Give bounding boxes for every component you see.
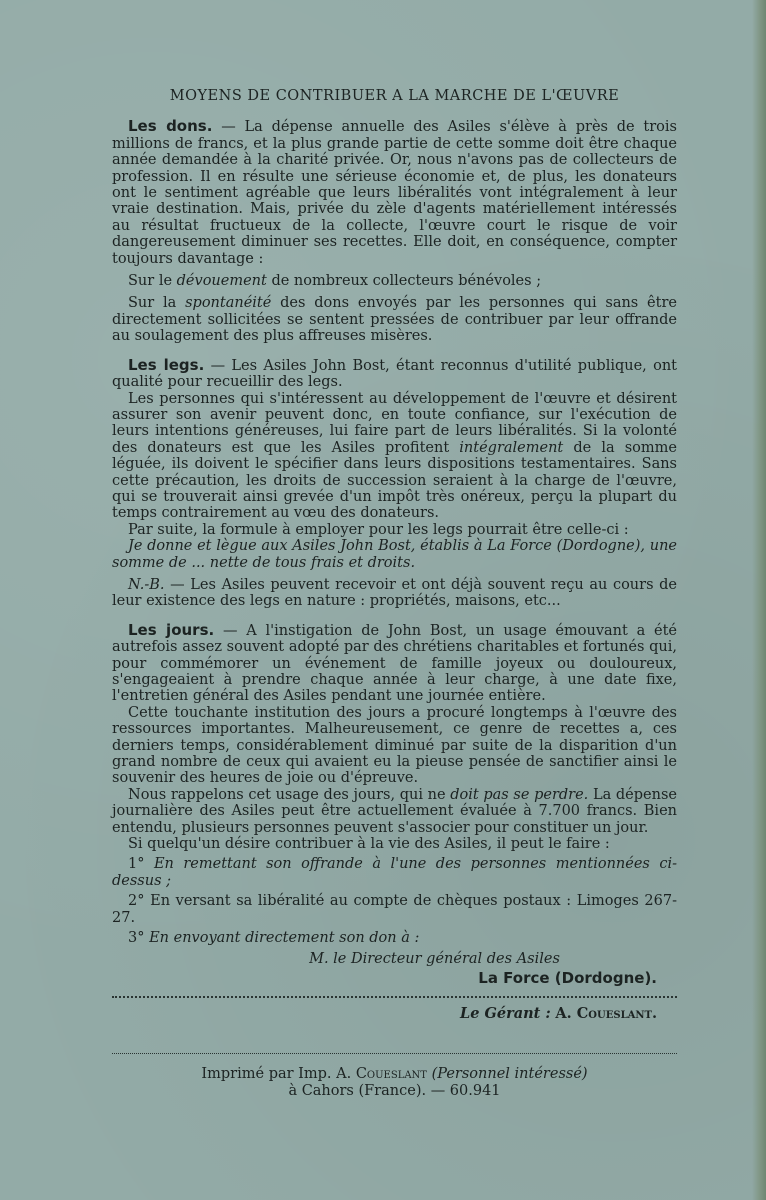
list-item xyxy=(112,856,677,889)
dons-paragraph xyxy=(112,118,677,267)
page-title: MOYENS DE CONTRIBUER A LA MARCHE DE L'ŒUVRE xyxy=(169,88,620,104)
jours-text: — A l'instigation de John Bost, un usage émouvant a été autrefois assez souvent adopté par des chrétiens charitables et fortunés qui, pour commémorer un événement de famille joyeux ou douloureux, s'engageaient à prendre chaque année à leur charge, à une date fixe, l'entretien général des Asiles pendant une journée entière. xyxy=(112,622,678,705)
dons-spontaneite xyxy=(112,295,677,344)
legs-paragraph xyxy=(112,357,677,391)
section-jours xyxy=(112,622,677,987)
jours-heading: Les jours. xyxy=(128,620,215,639)
dons-text: — La dépense annuelle des Asiles s'élève à près de trois millions de francs, et la plus grande partie de cette somme doit être chaque année demandée à la charité privée. Or, nous n'avons pas de collecteurs de profession. Il en résulte une sérieuse économie et, de plus, les donateurs ont le sentiment agréable que leurs libéralités vont intégralement à leur vraie destination. Mais, privée du zèle d'agents matériellement intéressés au résultat fructueux de la collecte, l'œuvre court le risque de voir dangereusement diminuer ses recettes. Elle doit, en conséquence, compter toujours davantage : xyxy=(112,119,677,267)
jours-rappel-a: Nous rappelons cet usage des jours, qui ne xyxy=(128,786,451,803)
list-item xyxy=(112,930,677,946)
list-item-number: 3° xyxy=(128,930,145,947)
legs-personnes-em: intégralement xyxy=(459,439,564,456)
list-item xyxy=(112,893,677,926)
legs-heading: Les legs. xyxy=(128,355,205,374)
gerant-line xyxy=(112,1006,677,1022)
list-item-text: En envoyant directement son don à : xyxy=(149,930,420,947)
legs-personnes-a: Les personnes qui s'intéressent au développement de l'œuvre et désirent assurer son avenir peuvent donc, en toute confiance, sur l'exécution de leurs intentions généreuses, lui faire part de leurs libéralités. Si la volonté des donateurs est que les Asiles profitent xyxy=(112,390,677,456)
legs-personnes xyxy=(112,391,677,522)
jours-paragraph xyxy=(112,622,677,705)
gerant-name: A. Coueslant. xyxy=(555,1005,657,1023)
imprint-line-1 xyxy=(112,1066,677,1083)
legs-personnes-b: de la somme léguée, ils doivent le spécifier dans leurs dispositions testamentaires. Sans cette précaution, les droits de succession seraient à la charge de l'œuvre, qui se trouverait ainsi grevée d'un impôt très onéreux, perçu la plupart du temps contrairement au vœu des donateurs. xyxy=(112,439,677,522)
imprint-note: (Personnel intéressé) xyxy=(431,1065,588,1082)
jours-rappel xyxy=(112,787,677,836)
legs-formule-intro: Par suite, la formule à employer pour les legs pourrait être celle-ci : xyxy=(128,521,629,538)
dons-devouement-em: dévouement xyxy=(176,273,267,290)
dons-devouement-b: de nombreux collecteurs bénévoles ; xyxy=(266,273,542,290)
imprint xyxy=(112,1066,677,1100)
legs-nb-text: — Les Asiles peuvent recevoir et ont déjà souvent reçu au cours de leur existence des legs en nature : propriétés, maisons, etc... xyxy=(112,576,677,610)
dons-heading: Les dons. xyxy=(128,117,213,136)
address-place: La Force (Dordogne). xyxy=(478,968,657,987)
document-body xyxy=(112,88,677,1100)
legs-text: — Les Asiles John Bost, étant reconnus d'utilité publique, ont qualité pour recueillir des legs. xyxy=(112,357,677,391)
section-dons xyxy=(112,118,677,344)
section-legs xyxy=(112,357,677,610)
legs-nb xyxy=(112,577,677,610)
divider xyxy=(112,1053,677,1054)
list-item-number: 2° xyxy=(128,893,145,910)
contribution-list xyxy=(112,856,677,946)
list-item-text: En versant sa libéralité au compte de chèques postaux : Limoges 267-27. xyxy=(112,893,677,926)
page-edge xyxy=(752,0,766,1200)
gerant-label: Le Gérant : xyxy=(460,1005,551,1023)
jours-rappel-em: doit pas se perdre. xyxy=(450,786,589,803)
jours-contribuer: Si quelqu'un désire contribuer à la vie des Asiles, il peut le faire : xyxy=(128,836,610,853)
imprint-line-2: à Cahors (France). — 60.941 xyxy=(288,1082,501,1099)
legs-formule: Je donne et lègue aux Asiles John Bost, établis à La Force (Dordogne), une somme de ... nette de tous frais et droits. xyxy=(112,538,677,571)
dons-spontaneite-b: des dons envoyés par les personnes qui sans être directement sollicitées se sentent pressées de contribuer par leur offrande au soulagement des plus affreuses misères. xyxy=(112,295,677,345)
jours-institution: Cette touchante institution des jours a procuré longtemps à l'œuvre des ressources importantes. Malheureusement, ce genre de recettes a, ces derniers temps, considérablement diminué par suite de la disparition d'un grand nombre de ceux qui avaient eu la pieuse pensée de sanctifier ainsi le souvenir des heures de joie ou d'épreuve. xyxy=(112,704,677,787)
divider xyxy=(112,996,677,998)
dons-devouement-a: Sur le xyxy=(128,273,177,290)
dons-devouement xyxy=(112,273,677,289)
imprint-printer: Coueslant xyxy=(355,1065,427,1082)
address-line: M. le Directeur général des Asiles xyxy=(309,950,560,967)
list-item-text: En remettant son offrande à l'une des personnes mentionnées ci-dessus ; xyxy=(112,856,677,889)
list-item-number: 1° xyxy=(128,856,145,873)
legs-nb-label: N.-B. xyxy=(128,576,165,593)
jours-rappel-b: La dépense journalière des Asiles peut être actuellement évaluée à 7.700 francs. Bien entendu, plusieurs personnes peuvent s'associer pour constituer un jour. xyxy=(112,786,677,836)
dons-spontaneite-em: spontanéité xyxy=(185,295,272,312)
dons-spontaneite-a: Sur la xyxy=(128,295,186,312)
imprint-a: Imprimé par Imp. A. xyxy=(201,1065,356,1082)
